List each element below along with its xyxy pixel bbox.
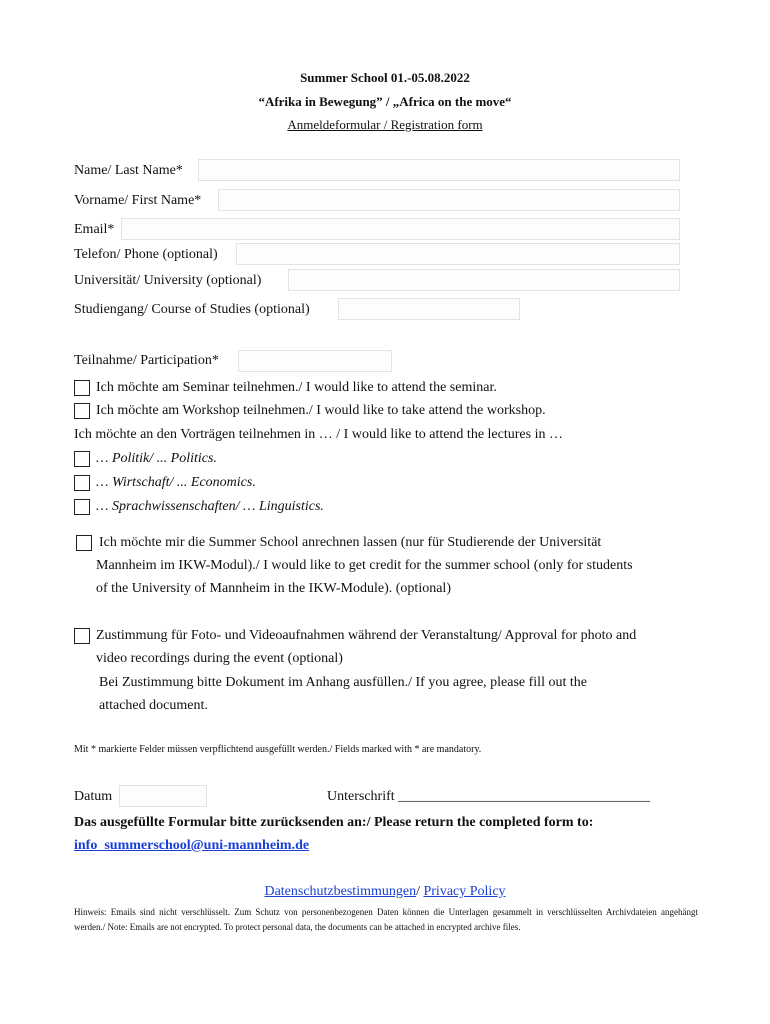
credit-label-line1: Ich möchte mir die Summer School anrechnen lassen (nur für Studierende der Universität (99, 535, 602, 550)
linguistics-label: … Sprachwissenschaften/ … Linguistics. (96, 499, 324, 514)
firstname-label: Vorname/ First Name* (74, 193, 202, 208)
politics-checkbox[interactable] (74, 451, 90, 467)
firstname-input[interactable] (218, 189, 680, 211)
consent-label-line4: attached document. (99, 698, 208, 713)
form-title: Summer School 01.-05.08.2022 (300, 70, 470, 85)
form-heading: Anmeldeformular / Registration form (287, 117, 483, 132)
credit-label-line3: of the University of Mannheim in the IKW-Module). (optional) (96, 581, 451, 596)
course-input[interactable] (338, 298, 520, 320)
workshop-label: Ich möchte am Workshop teilnehmen./ I would like to take attend the workshop. (96, 403, 546, 418)
return-email-link[interactable]: info_summerschool@uni-mannheim.de (74, 838, 310, 853)
phone-input[interactable] (236, 243, 680, 265)
participation-input[interactable] (238, 350, 392, 372)
university-input[interactable] (288, 269, 680, 291)
return-instructions: Das ausgefüllte Formular bitte zurücksenden an:/ Please return the completed form to: (74, 815, 594, 830)
course-label: Studiengang/ Course of Studies (optional) (74, 302, 310, 317)
privacy-link-en[interactable]: Privacy Policy (423, 884, 506, 899)
encryption-notice: Hinweis: Emails sind nicht verschlüsselt. Zum Schutz von personenbezogenen Daten können die Unterlagen gesammelt in verschlüsselten Archivdateien angehängt werden./ Note: Emails are not encrypted. To protect personal data, the documents can be attached in encrypted archive files. (74, 907, 698, 932)
signature-line: Unterschrift ____________________________________ (327, 789, 651, 804)
workshop-checkbox[interactable] (74, 403, 90, 419)
privacy-link-de[interactable]: Datenschutzbestimmungen (264, 884, 417, 899)
politics-label: … Politik/ ... Politics. (96, 451, 217, 466)
consent-label-line3: Bei Zustimmung bitte Dokument im Anhang ausfüllen./ If you agree, please fill out the (99, 675, 587, 690)
email-label: Email* (74, 222, 115, 237)
mandatory-note: Mit * markierte Felder müssen verpflichtend ausgefüllt werden./ Fields marked with * are mandatory. (74, 744, 482, 755)
date-label: Datum (74, 789, 113, 804)
photo-consent-checkbox[interactable] (74, 628, 90, 644)
date-input[interactable] (119, 785, 207, 807)
privacy-links (0, 884, 770, 900)
seminar-label: Ich möchte am Seminar teilnehmen./ I would like to attend the seminar. (96, 380, 497, 395)
email-input[interactable] (121, 218, 680, 240)
lectures-intro: Ich möchte an den Vorträgen teilnehmen in … / I would like to attend the lectures in … (74, 427, 563, 442)
credit-checkbox[interactable] (76, 535, 92, 551)
linguistics-checkbox[interactable] (74, 499, 90, 515)
name-input[interactable] (198, 159, 680, 181)
university-label: Universität/ University (optional) (74, 273, 262, 288)
seminar-checkbox[interactable] (74, 380, 90, 396)
economics-label: … Wirtschaft/ ... Economics. (96, 475, 256, 490)
privacy-separator: / (416, 884, 424, 899)
participation-label: Teilnahme/ Participation* (74, 353, 219, 368)
phone-label: Telefon/ Phone (optional) (74, 247, 218, 262)
credit-label-line2: Mannheim im IKW-Modul)./ I would like to get credit for the summer school (only for students (96, 558, 633, 573)
consent-label-line1: Zustimmung für Foto- und Videoaufnahmen während der Veranstaltung/ Approval for photo and (96, 628, 637, 643)
form-subtitle-theme: “Afrika in Bewegung” / „Africa on the move“ (258, 94, 512, 109)
consent-label-line2: video recordings during the event (optional) (96, 651, 343, 666)
economics-checkbox[interactable] (74, 475, 90, 491)
name-label: Name/ Last Name* (74, 163, 183, 178)
